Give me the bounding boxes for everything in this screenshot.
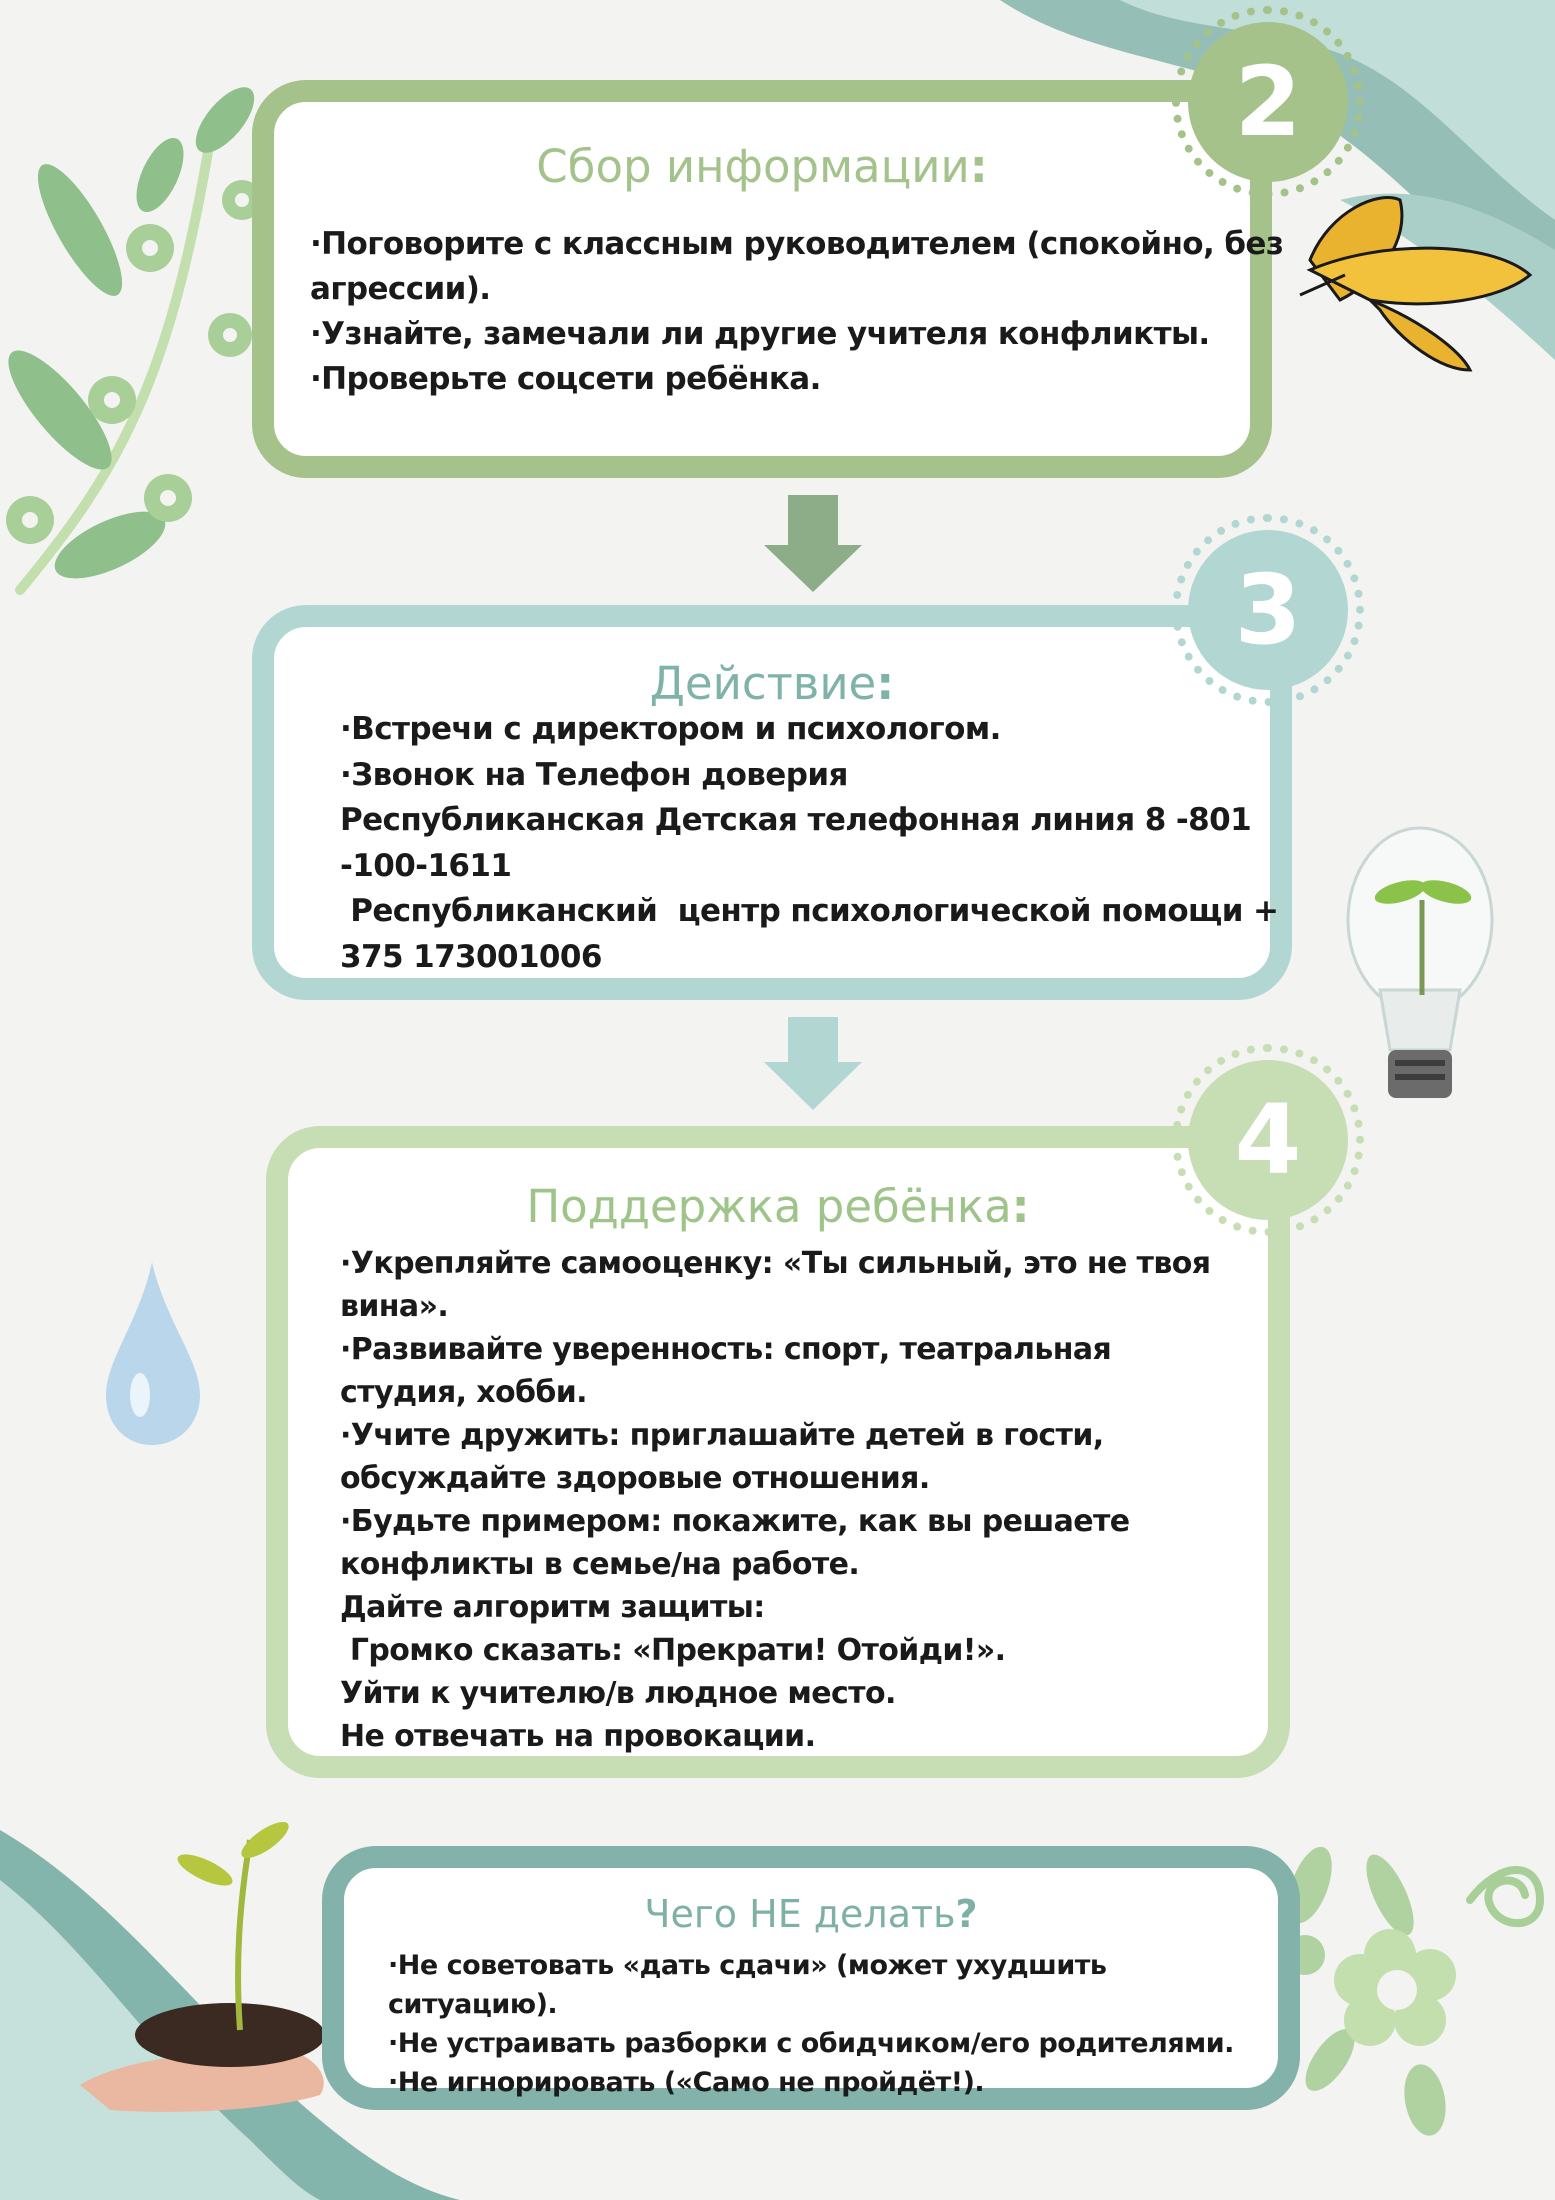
- card-line: -100-1611: [340, 847, 512, 884]
- card-body: [340, 1242, 1210, 1758]
- card-line: ·Не игнорировать («Само не пройдёт!).: [388, 2067, 985, 2098]
- card-title: Сбор информации:: [536, 140, 988, 193]
- card-line: ·Учите дружить: приглашайте детей в гости,: [340, 1418, 1104, 1453]
- light-bulb-icon: [1348, 828, 1492, 1098]
- card-title: Чего НЕ делать?: [644, 1892, 978, 1936]
- step-card-info-gathering: [252, 80, 1284, 478]
- card-line: Не отвечать на провокации.: [340, 1719, 816, 1754]
- step-number-badge: 2: [1188, 22, 1348, 182]
- down-arrow-1: [764, 495, 862, 592]
- card-title: Действие:: [649, 657, 895, 710]
- bottom-right-curl: [1470, 1870, 1540, 1923]
- step-card-action: [252, 605, 1292, 1000]
- down-arrow-2: [764, 1017, 862, 1110]
- card-line: ·Звонок на Телефон доверия: [340, 756, 848, 793]
- card-line: ·Будьте примером: покажите, как вы решаете: [340, 1504, 1130, 1539]
- card-line: Уйти к учителю/в людное место.: [340, 1676, 896, 1711]
- bottom-right-flower: [1334, 1929, 1456, 2046]
- card-line: вина».: [340, 1289, 449, 1324]
- card-line: Дайте алгоритм защиты:: [340, 1590, 765, 1625]
- step-number-badge: 4: [1188, 1060, 1348, 1220]
- left-vine: [0, 78, 265, 592]
- card-line: Республиканская Детская телефонная линия 8 -801: [340, 802, 1252, 838]
- card-title: Поддержка ребёнка:: [526, 1180, 1030, 1233]
- card-body: [310, 222, 1283, 402]
- card-line: ситуацию).: [388, 1989, 558, 2020]
- card-line: ·Не советовать «дать сдачи» (может ухудшить: [388, 1950, 1107, 1981]
- dont-do-card: [322, 1846, 1300, 2110]
- card-line: обсуждайте здоровые отношения.: [340, 1461, 930, 1496]
- card-line: Республиканский центр психологической помощи +: [340, 893, 1279, 929]
- card-line: ·Укрепляйте самооценку: «Ты сильный, это не твоя: [340, 1246, 1211, 1281]
- card-line: студия, хобби.: [340, 1375, 587, 1410]
- card-line: ·Проверьте соцсети ребёнка.: [310, 361, 821, 397]
- step-number-badge: 3: [1188, 530, 1348, 690]
- card-body: [388, 1946, 1234, 2102]
- card-line: конфликты в семье/на работе.: [340, 1547, 860, 1582]
- card-line: ·Развивайте уверенность: спорт, театральная: [340, 1332, 1112, 1367]
- water-drop-icon: [106, 1262, 200, 1445]
- card-line: агрессии).: [310, 271, 491, 307]
- card-line: ·Встречи с директором и психологом.: [340, 711, 1001, 747]
- card-line: Громко сказать: «Прекрати! Отойди!».: [340, 1633, 1006, 1668]
- card-line: ·Поговорите с классным руководителем (спокойно, без: [310, 226, 1284, 262]
- card-line: 375 173001006: [340, 938, 602, 975]
- card-line: ·Узнайте, замечали ли другие учителя конфликты.: [310, 316, 1210, 352]
- step-card-child-support: [266, 1126, 1290, 1778]
- card-body: [340, 707, 1278, 980]
- card-line: ·Не устраивать разборки с обидчиком/его родителями.: [388, 2028, 1234, 2059]
